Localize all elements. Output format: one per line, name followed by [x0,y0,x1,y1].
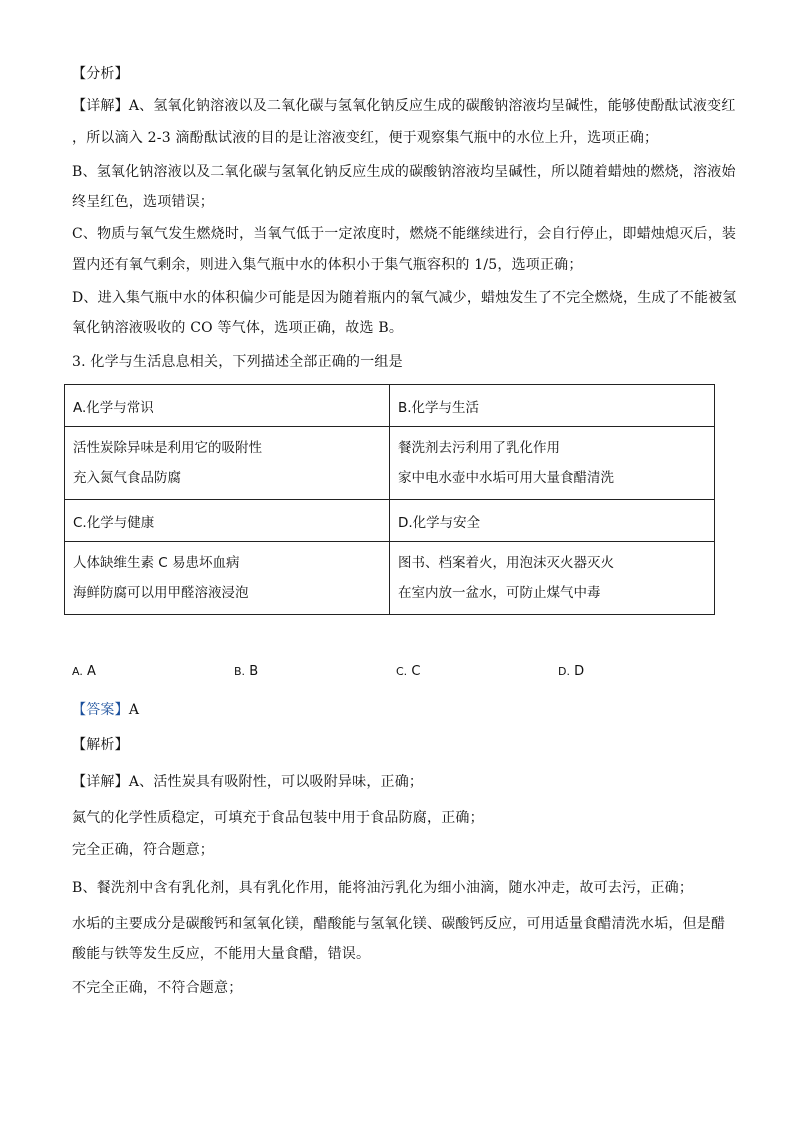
detail-paragraph-line: 水垢的主要成分是碳酸钙和氢氧化镁，醋酸能与氢氧化镁、碳酸钙反应，可用适量食醋清洗水垢，但是醋 [72,916,726,932]
analysis-label: 【分析】 [72,66,129,82]
question-table [64,384,715,615]
detail-label: 【详解】 [72,98,129,114]
option-b[interactable] [234,664,258,679]
detail-text: A、活性炭具有吸附性，可以吸附异味，正确； [128,774,424,790]
detail-paragraph-line: D、进入集气瓶中水的体积偏少可能是因为随着瓶内的氧气减少，蜡烛发生了不完全燃烧，生成了不能被氢 [72,290,737,306]
table-cell-c-header: C.化学与健康 [65,500,390,542]
detail-text: A、氢氧化钠溶液以及二氧化碳与氢氧化钠反应生成的碳酸钠溶液均呈碱性，能够使酚酞试液变红 [128,98,736,114]
table-cell-d-header: D.化学与安全 [390,500,715,542]
option-value: C [411,664,421,679]
option-value: B [249,664,259,679]
detail-paragraph-line: 完全正确，符合题意； [72,842,214,858]
answer-line [72,700,139,720]
detail-label: 【详解】 [72,774,129,790]
option-letter: A. [72,665,83,678]
answer-value: A [128,702,140,718]
table-cell-line: 海鲜防腐可以用甲醛溶液浸泡 [73,585,249,601]
table-cell-a-header: A.化学与常识 [65,385,390,427]
option-letter: B. [234,665,246,678]
option-value: A [86,664,96,679]
detail-paragraph-line: 酸能与铁等发生反应，不能用大量食醋，错误。 [72,946,371,962]
table-row [65,542,715,615]
question-stem: 3. 化学与生活息息相关，下列描述全部正确的一组是 [72,354,403,370]
table-cell-b-body [390,427,715,500]
detail-paragraph-line: 置内还有氧气剩余，则进入集气瓶中水的体积小于集气瓶容积的 1/5，选项正确； [72,257,583,273]
detail-paragraph-line: B、氢氧化钠溶液以及二氧化碳与氢氧化钠反应生成的碳酸钠溶液均呈碱性，所以随着蜡烛的燃烧，溶液始 [72,164,736,180]
option-letter: D. [558,665,570,678]
table-row [65,500,715,542]
table-cell-line: 人体缺维生素 C 易患坏血病 [73,555,240,571]
detail-paragraph-line: 氮气的化学性质稳定，可填充于食品包装中用于食品防腐，正确； [72,810,484,826]
table-row [65,427,715,500]
answer-label: 【答案】 [72,702,129,718]
answer-options [72,664,722,684]
table-cell-line: 家中电水壶中水垢可用大量食醋清洗 [398,470,614,486]
table-cell-line: 餐洗剂去污利用了乳化作用 [398,440,560,456]
option-value: D [574,664,585,679]
detail-paragraph-line [72,96,736,116]
detail-paragraph-line: 氧化钠溶液吸收的 CO 等气体，选项正确，故选 B。 [72,320,404,336]
table-cell-a-body [65,427,390,500]
table-cell-line: 在室内放一盆水，可防止煤气中毒 [398,585,601,601]
table-cell-line: 活性炭除异味是利用它的吸附性 [73,440,262,456]
detail-paragraph-line: 终呈红色，选项错误； [72,194,214,210]
option-c[interactable] [396,664,420,679]
detail-paragraph-line: B、餐洗剂中含有乳化剂，具有乳化作用，能将油污乳化为细小油滴，随水冲走，故可去污，正确； [72,880,694,896]
table-cell-b-header: B.化学与生活 [390,385,715,427]
table-cell-line: 图书、档案着火，用泡沫灭火器灭火 [398,555,614,571]
table-row [65,385,715,427]
table-cell-c-body [65,542,390,615]
explain-label: 【解析】 [72,737,129,753]
option-a[interactable] [72,664,96,679]
option-d[interactable] [558,664,584,679]
detail-paragraph-line: C、物质与氧气发生燃烧时，当氧气低于一定浓度时，燃烧不能继续进行，会自行停止，即蜡烛熄灭后，装 [72,226,737,242]
option-letter: C. [396,665,408,678]
table-cell-d-body [390,542,715,615]
detail-paragraph-line [72,772,423,792]
detail-paragraph-line: ，所以滴入 2-3 滴酚酞试液的目的是让溶液变红，便于观察集气瓶中的水位上升，选项正确； [72,130,659,146]
table-cell-line: 充入氮气食品防腐 [73,470,181,486]
detail-paragraph-line: 不完全正确，不符合题意； [72,980,243,996]
